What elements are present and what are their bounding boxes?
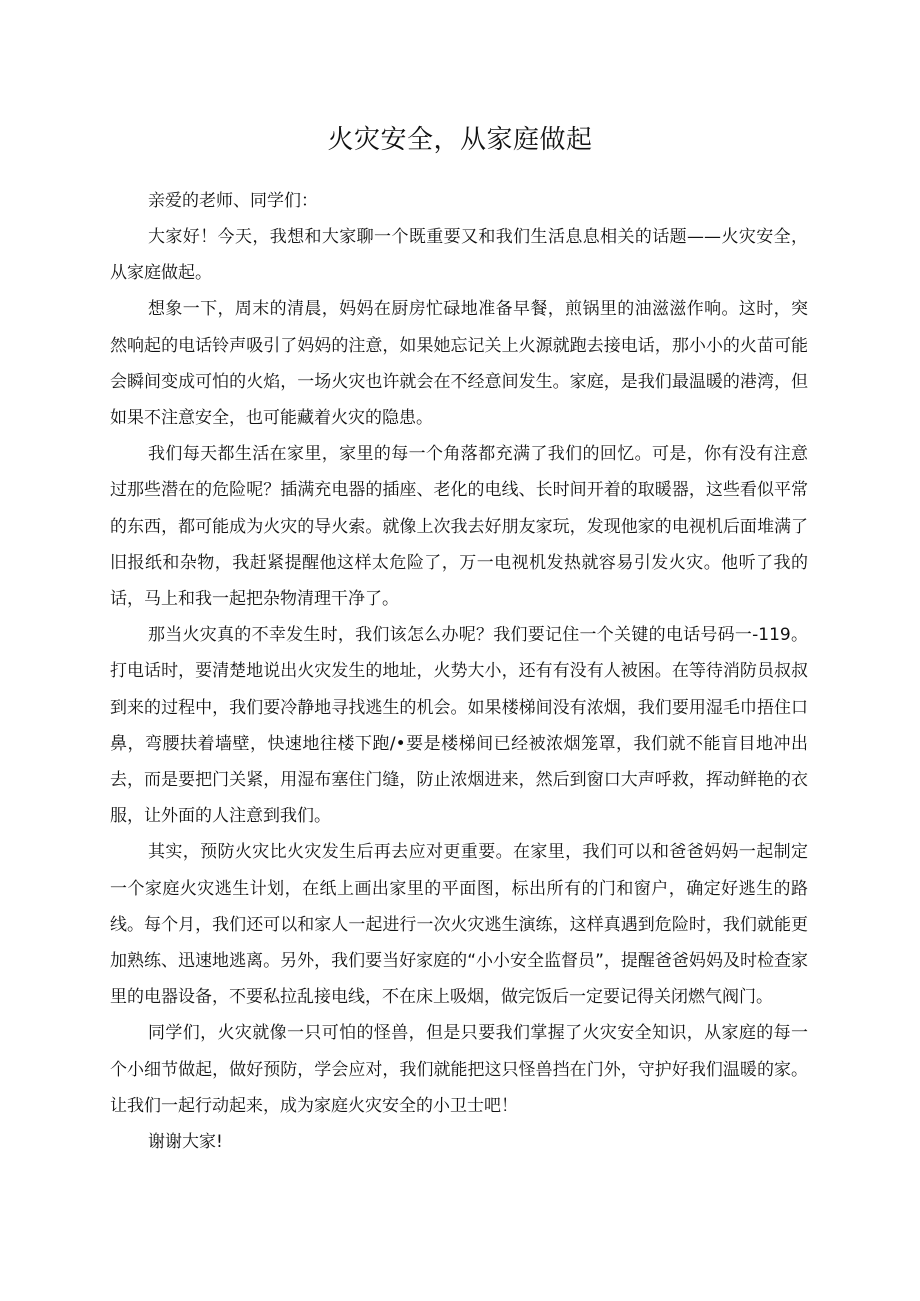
page-title: 火灾安全，从家庭做起 bbox=[327, 125, 593, 155]
paragraph-scenario: 想象一下，周末的清晨，妈妈在厨房忙碌地准备早餐，煎锅里的油滋滋作响。这时，突然响起的电话铃声吸引了妈妈的注意，如果她忘记关上火源就跑去接电话，那小小的火苗可能会瞬间变成可怕的火焰，一场火灾也许就会在不经意间发生。家庭，是我们最温暖的港湾，但如果不注意安全，也可能藏着火灾的隐患。 bbox=[110, 299, 808, 429]
closing: 谢谢大家! bbox=[148, 1132, 223, 1153]
paragraph-intro: 大家好！今天，我想和大家聊一个既重要又和我们生活息息相关的话题——火灾安全，从家庭做起。 bbox=[110, 227, 808, 284]
paragraph-prevention: 其实，预防火灾比火灾发生后再去应对更重要。在家里，我们可以和爸爸妈妈一起制定一个家庭火灾逃生计划，在纸上画出家里的平面图，标出所有的门和窗户，确定好逃生的路线。每个月，我们还可以和家人一起进行一次火灾逃生演练，这样真遇到危险时，我们就能更加熟练、迅速地逃离。另外，我们要当好家庭的“小小安全监督员”，提醒爸爸妈妈及时检查家里的电器设备，不要私拉乱接电线，不在床上吸烟，做完饭后一定要记得关闭燃气阀门。 bbox=[110, 842, 808, 1008]
greeting: 亲爱的老师、同学们： bbox=[148, 191, 318, 211]
paragraph-hazards: 我们每天都生活在家里，家里的每一个角落都充满了我们的回忆。可是，你有没有注意过那些潜在的危险呢？插满充电器的插座、老化的电线、长时间开着的取暖器，这些看似平常的东西，都可能成为火灾的导火索。就像上次我去好朋友家玩，发现他家的电视机后面堆满了旧报纸和杂物，我赶紧提醒他这样太危险了，万一电视机发热就容易引发火灾。他听了我的话，马上和我一起把杂物清理干净了。 bbox=[110, 444, 808, 610]
paragraph-emergency: 那当火灾真的不幸发生时，我们该怎么办呢？我们要记住一个关键的电话号码一-119。打电话时，要清楚地说出火灾发生的地址，火势大小，还有有没有人被困。在等待消防员叔叔到来的过程中，我们要冷静地寻找逃生的机会。如果楼梯间没有浓烟，我们要用湿毛巾捂住口鼻，弯腰扶着墙壁，快速地往楼下跑/•要是楼梯间已经被浓烟笼罩，我们就不能盲目地冲出去，而是要把门关紧，用湿布塞住门缝，防止浓烟进来，然后到窗口大声呼救，挥动鲜艳的衣服，让外面的人注意到我们。 bbox=[110, 625, 808, 827]
paragraph-conclusion: 同学们，火灾就像一只可怕的怪兽，但是只要我们掌握了火灾安全知识，从家庭的每一个小细节做起，做好预防，学会应对，我们就能把这只怪兽挡在门外，守护好我们温暖的家。让我们一起行动起来，成为家庭火灾安全的小卫士吧！ bbox=[110, 1023, 808, 1116]
document-body bbox=[110, 183, 808, 1160]
